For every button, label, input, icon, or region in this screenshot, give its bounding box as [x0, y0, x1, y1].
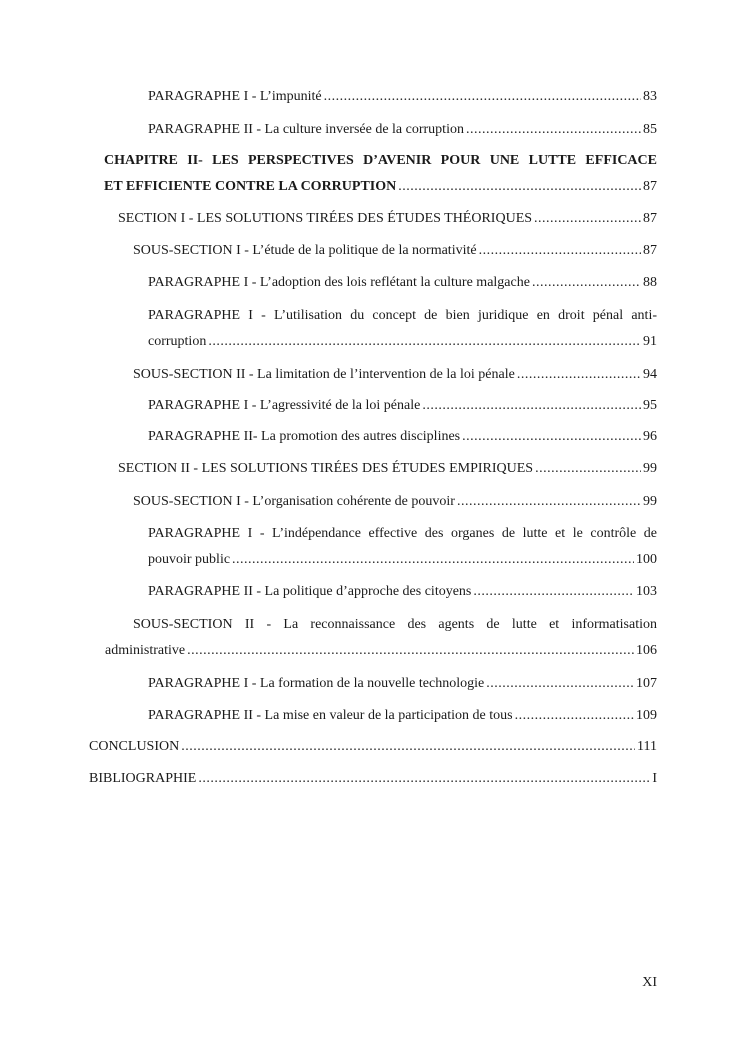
toc-page: 99	[643, 461, 657, 476]
toc-entry-subsection[interactable]	[133, 367, 657, 383]
leader-dots	[422, 398, 641, 414]
toc-entry-subsection[interactable]	[133, 243, 657, 259]
toc-title: CONCLUSION	[89, 739, 180, 754]
toc-title: PARAGRAPHE II - La politique d’approche des citoyens	[148, 584, 472, 599]
toc-page: 87	[643, 243, 657, 258]
toc-entry[interactable]	[148, 526, 657, 568]
toc-page: 88	[643, 275, 657, 290]
toc-page: 99	[643, 494, 657, 509]
toc-page: 83	[643, 89, 657, 104]
leader-dots	[486, 676, 634, 692]
toc-entry-section[interactable]	[118, 461, 657, 477]
toc-title-line1: PARAGRAPHE I - L’utilisation du concept de bien juridique en droit pénal anti-	[148, 308, 657, 323]
leader-dots	[535, 461, 641, 477]
leader-dots	[398, 179, 641, 195]
toc-entry-chapter[interactable]	[104, 153, 657, 195]
toc-entry[interactable]	[148, 708, 657, 724]
leader-dots	[232, 552, 634, 568]
toc-entry[interactable]	[148, 429, 657, 445]
toc-entry[interactable]	[148, 275, 657, 291]
toc-entry[interactable]	[148, 398, 657, 414]
toc-title: PARAGRAPHE I - La formation de la nouvelle technologie	[148, 676, 485, 691]
toc-title-line1: CHAPITRE II- LES PERSPECTIVES D’AVENIR POUR UNE LUTTE EFFICACE	[104, 153, 657, 168]
leader-dots	[208, 334, 641, 350]
leader-dots	[466, 122, 641, 138]
toc-entry-section[interactable]	[118, 211, 657, 227]
toc-title: administrative	[105, 643, 186, 658]
toc-title: PARAGRAPHE I - L’agressivité de la loi pénale	[148, 398, 421, 413]
toc-entry[interactable]	[148, 308, 657, 350]
toc-title-line1: SOUS-SECTION II - La reconnaissance des agents de lutte et informatisation	[133, 617, 657, 632]
toc-page: 103	[636, 584, 657, 599]
toc-page: 106	[636, 643, 657, 658]
leader-dots	[473, 584, 634, 600]
toc-page: 107	[636, 676, 657, 691]
toc-page: 87	[643, 179, 657, 194]
toc-entry-bibliography[interactable]	[89, 771, 657, 787]
toc-title: PARAGRAPHE I - L’adoption des lois reflétant la culture malgache	[148, 275, 530, 290]
toc-entry-conclusion[interactable]	[89, 739, 657, 755]
toc-page: 91	[643, 334, 657, 349]
leader-dots	[479, 243, 641, 259]
toc-page: 87	[643, 211, 657, 226]
toc-title: PARAGRAPHE II- La promotion des autres disciplines	[148, 429, 461, 444]
toc-title: SOUS-SECTION I - L’organisation cohérente de pouvoir	[133, 494, 455, 509]
toc-title: ET EFFICIENTE CONTRE LA CORRUPTION	[104, 179, 397, 194]
leader-dots	[198, 771, 650, 787]
leader-dots	[515, 708, 634, 724]
leader-dots	[457, 494, 641, 510]
toc-page: 95	[643, 398, 657, 413]
leader-dots	[532, 275, 641, 291]
toc-title: pouvoir public	[148, 552, 231, 567]
toc-title: corruption	[148, 334, 207, 349]
leader-dots	[534, 211, 641, 227]
toc-title-line1: PARAGRAPHE I - L’indépendance effective des organes de lutte et le contrôle de	[148, 526, 657, 541]
toc-title: PARAGRAPHE I - L’impunité	[148, 89, 322, 104]
toc-page: 94	[643, 367, 657, 382]
toc-page: 109	[636, 708, 657, 723]
leader-dots	[324, 89, 641, 105]
toc-title: BIBLIOGRAPHIE	[89, 771, 197, 786]
toc-entry[interactable]	[148, 89, 657, 105]
toc-page: I	[652, 771, 657, 786]
leader-dots	[181, 739, 635, 755]
toc-entry-subsection[interactable]	[105, 617, 657, 659]
toc-page: 100	[636, 552, 657, 567]
toc-entry[interactable]	[148, 676, 657, 692]
leader-dots	[187, 643, 634, 659]
toc-entry-subsection[interactable]	[133, 494, 657, 510]
toc-title: PARAGRAPHE II - La culture inversée de la corruption	[148, 122, 464, 137]
toc-page: 111	[637, 739, 657, 754]
toc-entry[interactable]	[148, 584, 657, 600]
toc-title: SECTION I - LES SOLUTIONS TIRÉES DES ÉTUDES THÉORIQUES	[118, 211, 533, 226]
toc-page: 85	[643, 122, 657, 137]
leader-dots	[517, 367, 641, 383]
toc-title: SOUS-SECTION II - La limitation de l’intervention de la loi pénale	[133, 367, 515, 382]
toc-title: SOUS-SECTION I - L’étude de la politique de la normativité	[133, 243, 477, 258]
toc-title: SECTION II - LES SOLUTIONS TIRÉES DES ÉTUDES EMPIRIQUES	[118, 461, 534, 476]
toc-page: 96	[643, 429, 657, 444]
page-number: XI	[642, 975, 657, 990]
toc-entry[interactable]	[148, 122, 657, 138]
toc-title: PARAGRAPHE II - La mise en valeur de la participation de tous	[148, 708, 513, 723]
leader-dots	[462, 429, 641, 445]
